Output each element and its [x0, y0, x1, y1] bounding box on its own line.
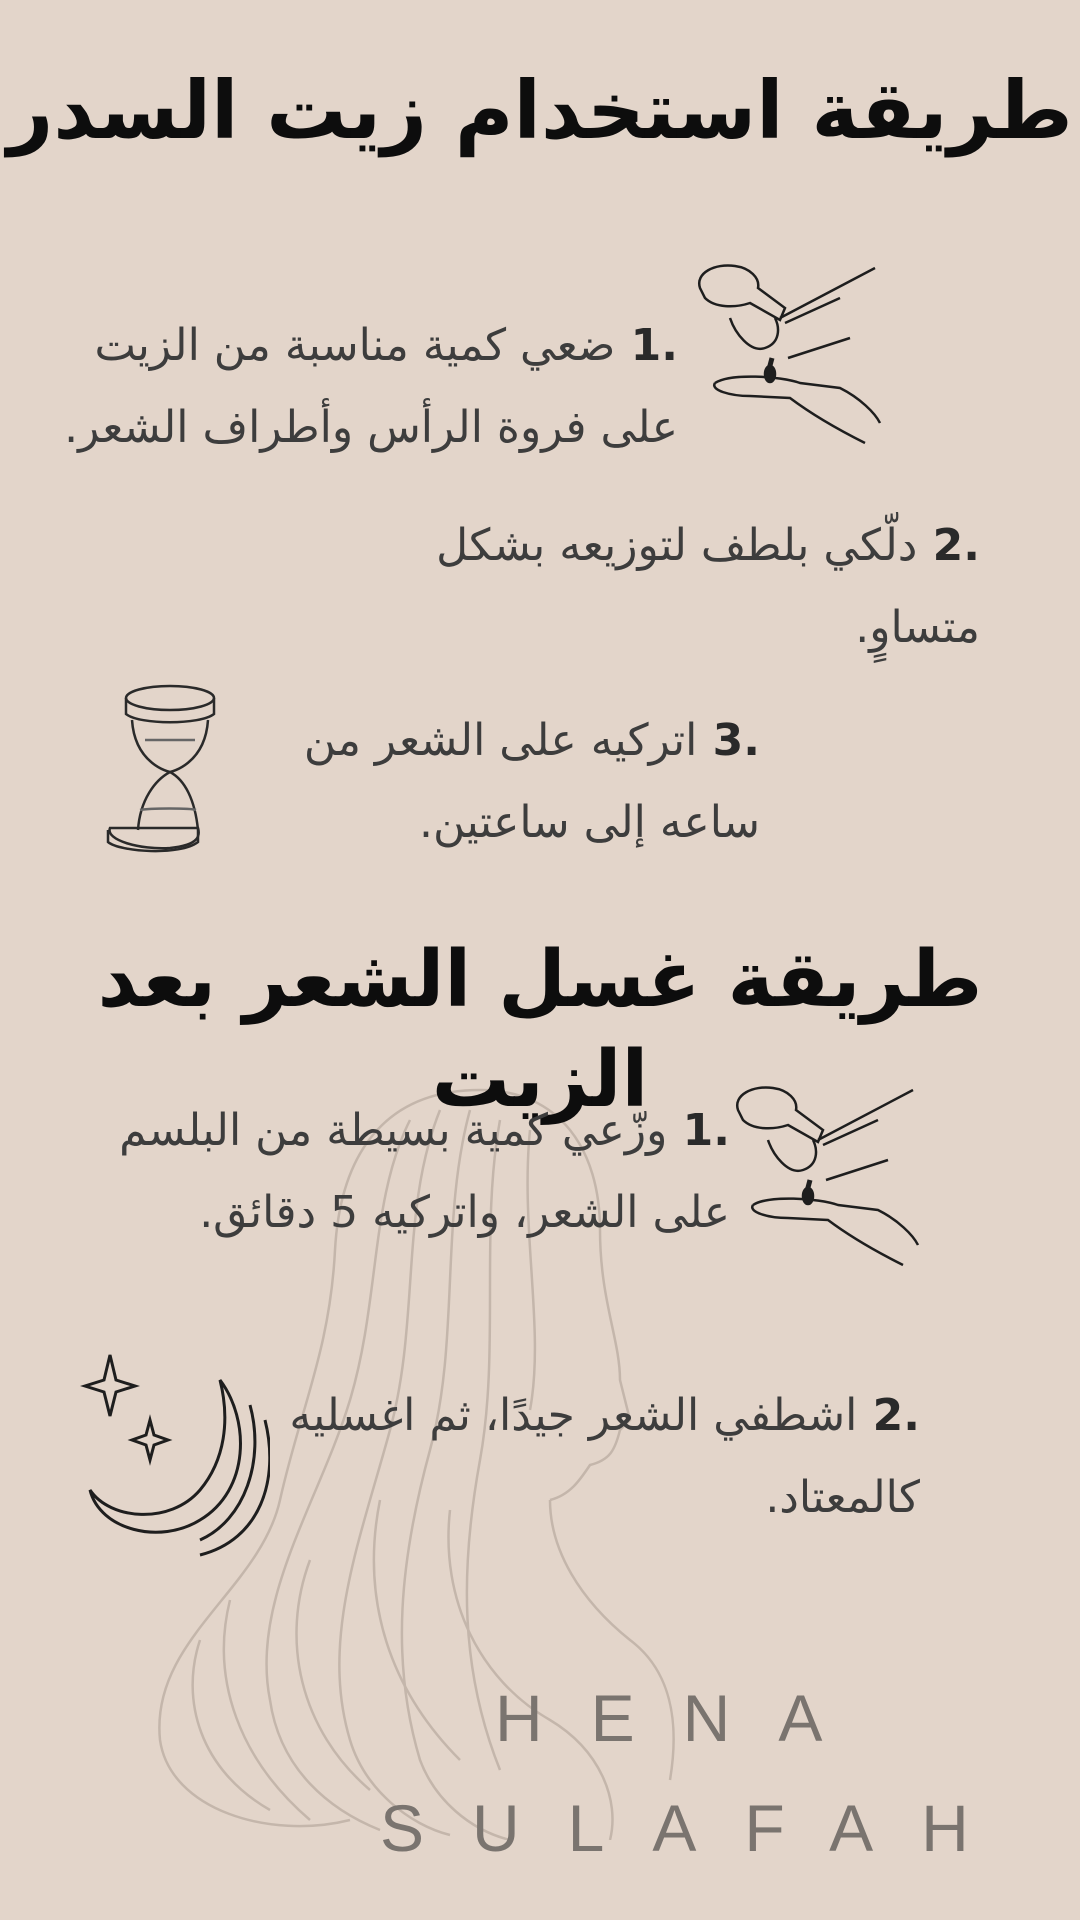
step-text: وزّعي كمية بسيطة من البلسم على الشعر، واتركيه 5 دقائق.: [119, 1105, 730, 1238]
step-text: ضعي كمية مناسبة من الزيت على فروة الرأس وأطراف الشعر.: [64, 320, 678, 453]
step-list-item: [270, 1375, 920, 1539]
section1-title: طريقة استخدام زيت السدر: [7, 64, 1073, 157]
step-number: .1: [630, 320, 678, 371]
oil-dropper-hand-icon: [728, 1080, 928, 1280]
step-list-item: [70, 1090, 730, 1254]
oil-dropper-hand-icon: [690, 258, 890, 458]
section2-title: طريقة غسل الشعر بعد الزيت: [97, 935, 983, 1125]
step-text: اتركيه على الشعر من ساعه إلى ساعتين.: [303, 715, 760, 848]
step-number: .1: [682, 1105, 730, 1156]
step-text: دلّكي بلطف لتوزيعه بشكل متساوٍ.: [436, 520, 980, 653]
hourglass-icon: [100, 680, 220, 860]
step-list-item: [420, 505, 980, 669]
step-list-item: [240, 700, 760, 864]
step-number: .3: [712, 715, 760, 766]
moon-stars-icon: [80, 1350, 270, 1560]
step-list-item: [18, 305, 678, 469]
step-text: اشطفي الشعر جيدًا، ثم اغسليه كالمعتاد.: [289, 1390, 920, 1523]
step-number: .2: [932, 520, 980, 571]
brand-line-2: SULAFAH: [380, 1791, 1017, 1865]
brand-line-1: HENA: [495, 1681, 871, 1755]
step-number: .2: [872, 1390, 920, 1441]
